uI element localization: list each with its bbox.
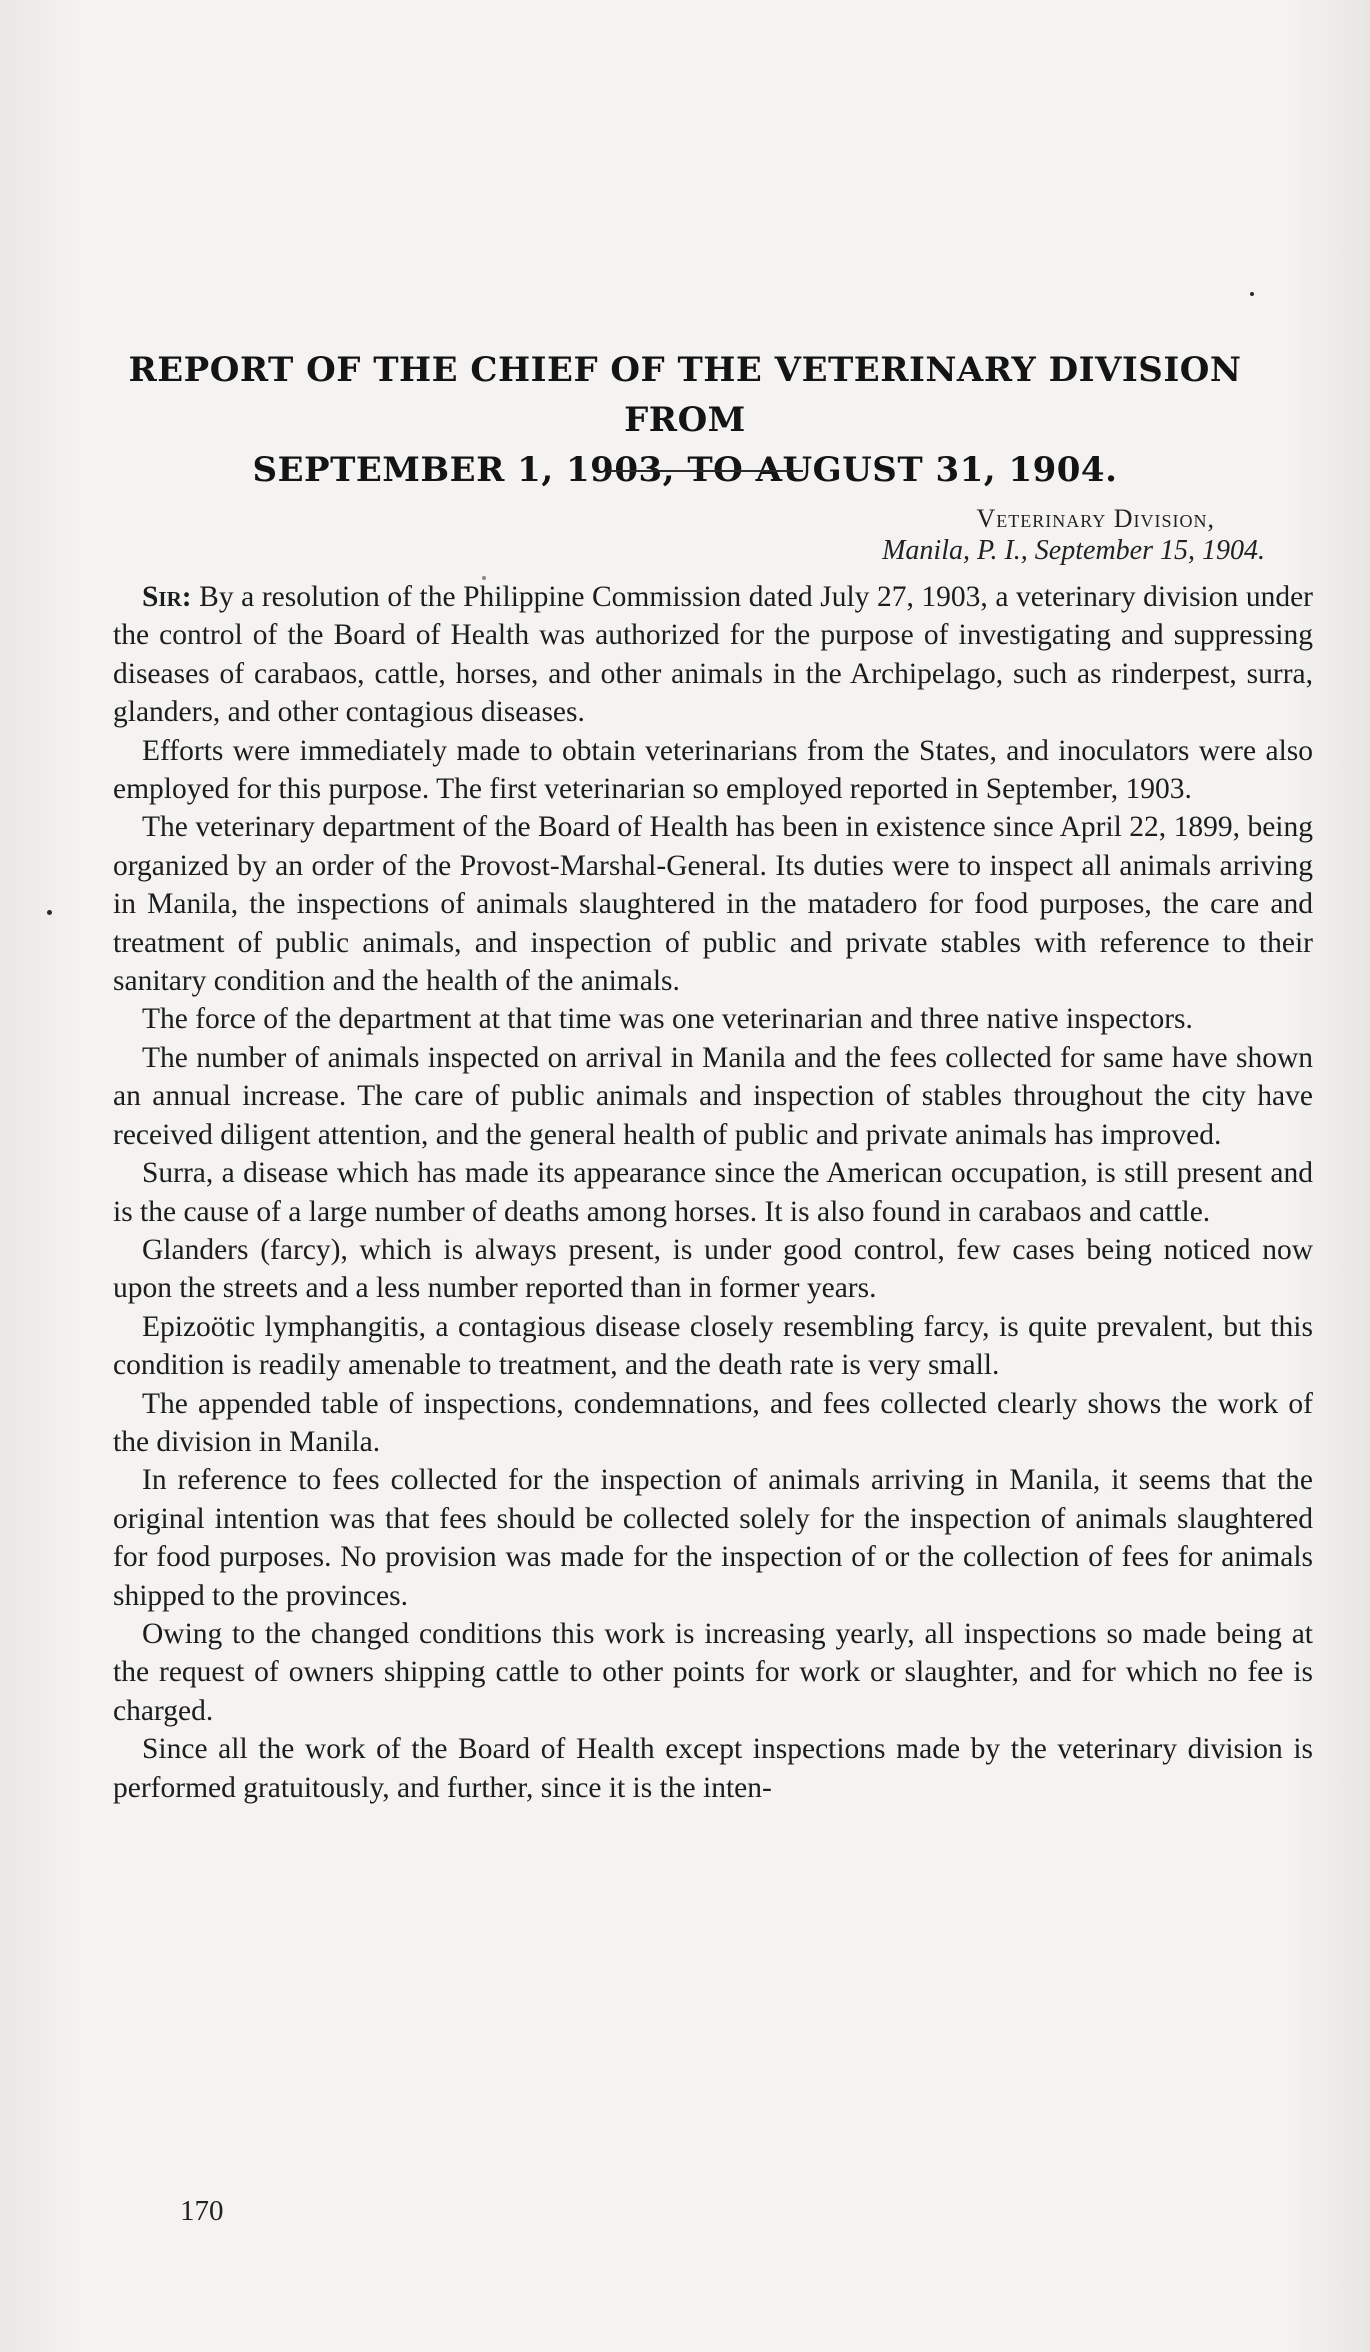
paragraph: Efforts were immediately made to obtain veterinarians from the States, and inoculators were also employed for this purpose. The first veterinarian so employed reported in September, 1903.: [113, 734, 1313, 806]
paragraph: In reference to fees collected for the inspection of animals arriving in Manila, it seems that the original intention was that fees should be collected solely for the inspection of animals slaughtered for food purposes. No provision was made for the inspection of or the collection of fees for animals shipped to the provinces.: [113, 1464, 1313, 1612]
paragraph: The appended table of inspections, condemnations, and fees collected clearly shows the work of the division in Manila.: [113, 1387, 1313, 1458]
print-speck: [47, 910, 52, 915]
report-body: [113, 578, 1313, 1807]
paragraph: Since all the work of the Board of Health except inspections made by the veterinary division is performed gratuitously, and further, since it is the inten-: [113, 1733, 1313, 1804]
paragraph: The veterinary department of the Board of Health has been in existence since April 22, 1899, being organized by an order of the Provost-Marshal-General. Its duties were to inspect all animals arriving in Manila, the inspections of animals slaughtered in the matadero for food purposes, the care and treatment of public animals, and inspection of public and private stables with reference to their sanitary condition and the health of the animals.: [113, 811, 1313, 998]
report-title-line-2: SEPTEMBER 1, 1903, TO AUGUST 31, 1904.: [252, 450, 1118, 490]
print-speck: [482, 576, 486, 580]
paragraph: Epizoötic lymphangitis, a contagious disease closely resembling farcy, is quite prevalent, but this condition is readily amenable to treatment, and the death rate is very small.: [113, 1310, 1313, 1382]
paragraph: [113, 578, 1313, 732]
title-divider: [608, 470, 803, 472]
salutation: Sir:: [142, 581, 192, 613]
paragraph-text: By a resolution of the Philippine Commission dated July 27, 1903, a veterinary division under the control of the Board of Health was authorized for the purpose of investigating and suppressing diseases of carabaos, cattle, horses, and other animals in the Archipelago, such as rinderpest, surra, glanders, and other contagious diseases.: [113, 581, 1313, 729]
paragraph: The force of the department at that time was one veterinarian and three native inspectors.: [142, 1003, 1193, 1036]
dateline-place-date: Manila, P. I., September 15, 1904.: [882, 535, 1265, 566]
paragraph: Glanders (farcy), which is always present, is under good control, few cases being noticed now upon the streets and a less number reported than in former years.: [113, 1233, 1313, 1305]
print-speck: [1250, 292, 1254, 296]
dateline-office: Veterinary Division,: [976, 504, 1215, 533]
paragraph: Owing to the changed conditions this work is increasing yearly, all inspections so made being at the request of owners shipping cattle to other points for work or slaughter, and for which no fee is charged.: [113, 1617, 1313, 1727]
page-number: 170: [180, 2195, 224, 2227]
report-title: [100, 345, 1270, 495]
paragraph: The number of animals inspected on arrival in Manila and the fees collected for same have shown an annual increase. The care of public animals and inspection of stables throughout the city have received diligent attention, and the general health of public and private animals has improved.: [113, 1041, 1313, 1151]
report-title-line-1: REPORT OF THE CHIEF OF THE VETERINARY DIVISION FROM: [128, 350, 1242, 440]
paragraph: Surra, a disease which has made its appearance since the American occupation, is still present and is the cause of a large number of deaths among horses. It is also found in carabaos and cattle.: [113, 1157, 1313, 1228]
